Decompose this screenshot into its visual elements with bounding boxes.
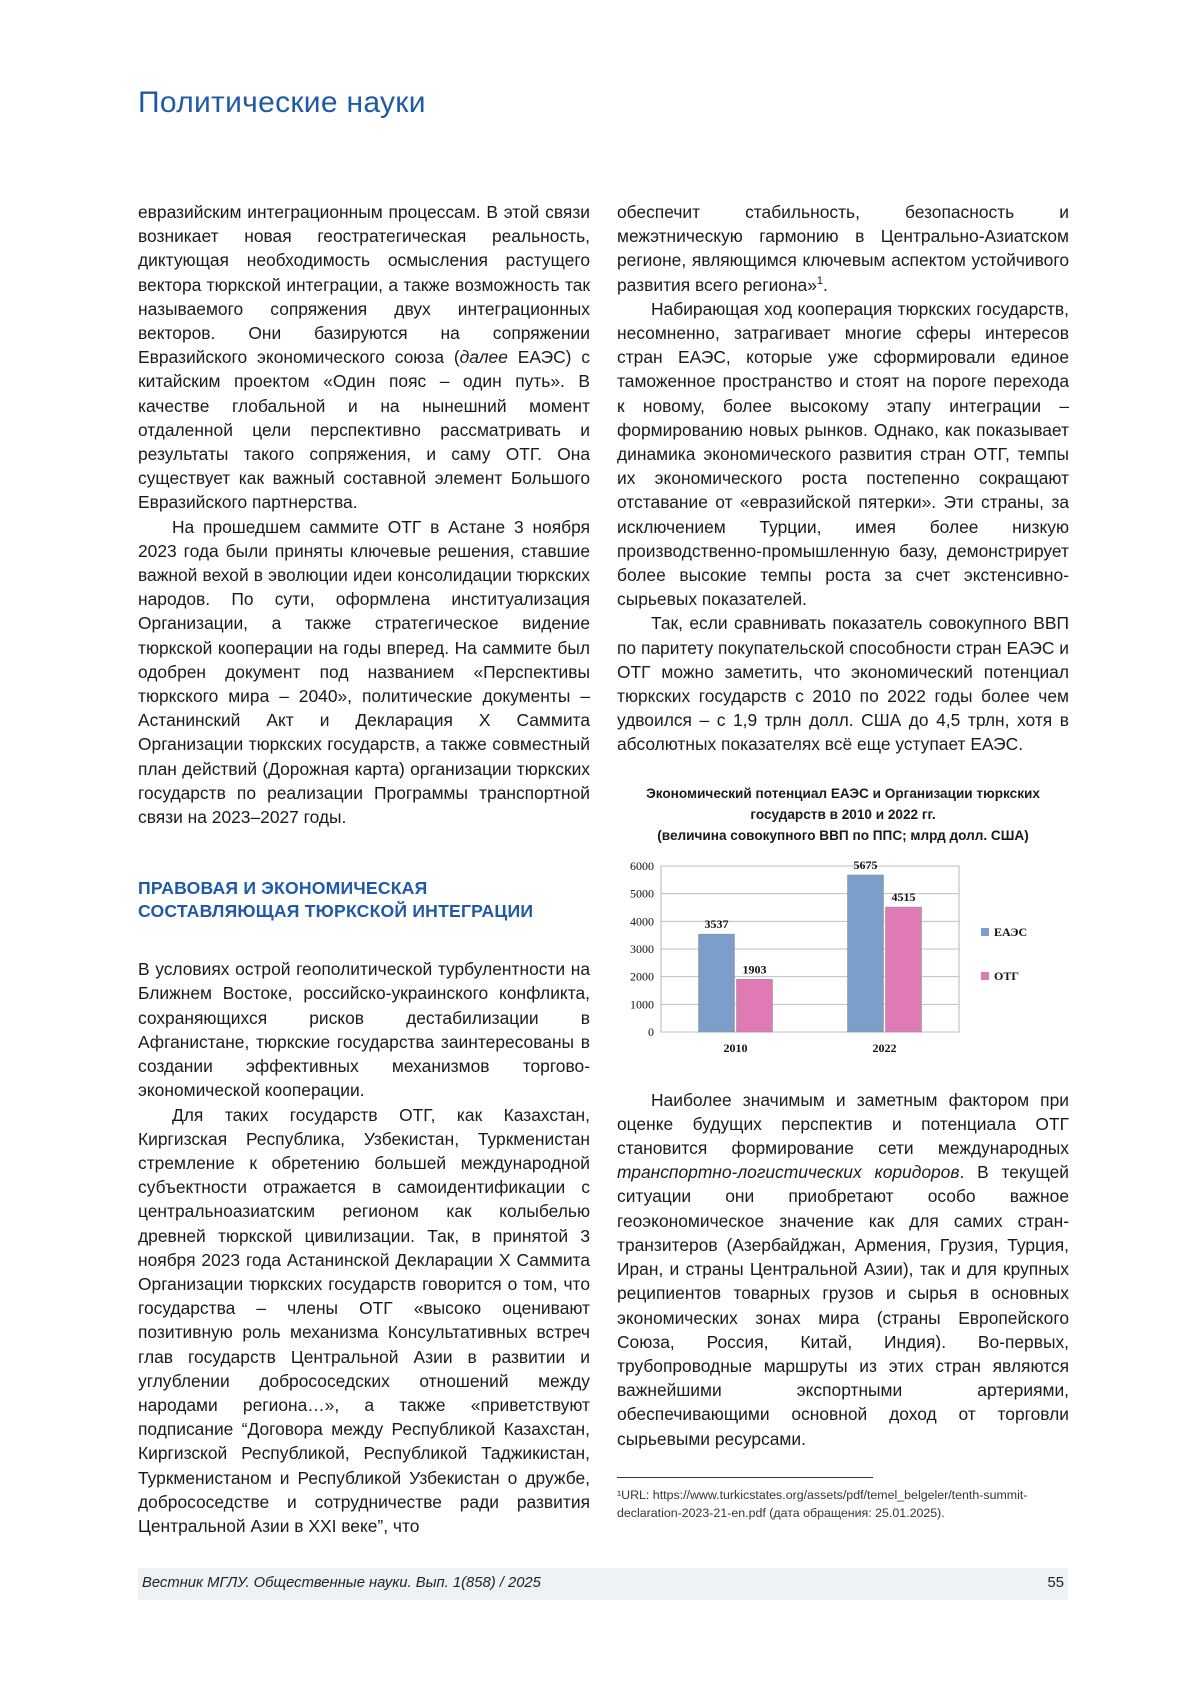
left-column <box>138 200 590 1538</box>
x-tick-label: 2022 <box>872 1040 897 1055</box>
section-title: Политические науки <box>138 86 426 119</box>
paragraph-text: Наиболее значимым и заметным фактором при оценке будущих перспектив и потенциала ОТГ становится формирование сети международных <box>617 1089 1069 1159</box>
legend-label: ОТГ <box>994 968 1019 983</box>
y-tick-label: 4000 <box>630 914 654 929</box>
paragraph-text: . <box>823 274 828 295</box>
emphasis-text: транспортно-логистических коридоров <box>617 1162 960 1183</box>
y-tick-label: 3000 <box>630 941 654 956</box>
chart-subtitle: (величина совокупного ВВП по ППС; млрд долл. США) <box>657 827 1029 843</box>
y-tick-label: 2000 <box>630 969 654 984</box>
bar-chart <box>617 854 1069 1064</box>
data-label: 3537 <box>704 916 729 931</box>
page-number: 55 <box>1047 1575 1064 1591</box>
paragraph-text: ЕАЭС) с китайским проектом «Один пояс – один путь». В качестве глобальной и на нынешний момент отдаленной цели перспективно рассматривать и результаты такого сопряжения, и саму ОТГ. Она существует как важный составной элемент Большого Евразийского партнерства. <box>138 347 590 513</box>
paragraph <box>617 1088 1069 1451</box>
paragraph-text: евразийским интеграционным процессам. В этой связи возникает новая геостратегическая реальность, диктующая необходимость осмысления растущего вектора тюркской интеграции, а также возможность так называемого сопряжения двух интеграционных векторов. Они базируются на сопряжении Евразийского экономического союза ( <box>138 202 590 368</box>
bar <box>737 979 773 1032</box>
footnote: ¹URL: https://www.turkicstates.org/assets/pdf/temel_belgeler/tenth-summit-declaration-2023-21-en.pdf (дата обращения: 25.01.2025). <box>617 1487 1028 1520</box>
paragraph: Так, если сравнивать показатель совокупного ВВП по паритету покупательской способности стран ЕАЭС и ОТГ можно заметить, что экономический потенциал тюркских государств с 2010 по 2022 годы более чем удвоился – с 1,9 трлн долл. США до 4,5 трлн, хотя в абсолютных показателях всё еще уступает ЕАЭС. <box>617 613 1069 755</box>
bar <box>886 907 922 1032</box>
footnote-marker[interactable]: 1 <box>816 274 824 287</box>
chart-title <box>617 783 1069 846</box>
y-tick-label: 5000 <box>630 886 654 901</box>
paragraph <box>617 200 1069 297</box>
chart-title-line: государств в 2010 и 2022 гг. <box>750 806 936 822</box>
data-label: 5675 <box>853 857 878 872</box>
legend-swatch <box>981 928 989 936</box>
paragraph <box>138 200 590 515</box>
chart-title-line: Экономический потенциал ЕАЭС и Организации тюркских <box>646 785 1040 801</box>
y-tick-label: 0 <box>648 1024 654 1039</box>
bar <box>699 934 735 1032</box>
paragraph-text: . В текущей ситуации они приобретают особо важное геоэкономическое значение как для самих стран-транзитеров (Азербайджан, Армения, Грузия, Турция, Иран, и страны Центральной Азии), так и для крупных реципиентов товарных грузов и сырья в основных экономических зонах мира (страны Европейского Союза, Россия, Китай, Индия). Во-первых, трубопроводные маршруты из этих стран являются важнейшими экспортными артериями, обеспечивающими основной доход от торговли сырьевыми ресурсами. <box>617 1162 1069 1449</box>
right-column <box>617 200 1069 1522</box>
page-footer <box>138 1568 1068 1600</box>
y-tick-label: 1000 <box>630 997 654 1012</box>
paragraph: Набирающая ход кооперация тюркских государств, несомненно, затрагивает многие сферы интересов стран ЕАЭС, которые уже сформировали единое таможенное пространство и стоят на пороге перехода к новому, более высокому этапу интеграции – формированию новых рынков. Однако, как показывает динамика экономического развития стран ОТГ, темпы их экономического роста постепенно сокращают отставание от «евразийской пятерки». Эти страны, за исключением Турции, имея более низкую производственно-промышленную базу, демонстрирует более высокие темпы роста за счет экстенсивно-сырьевых показателей. <box>617 298 1069 610</box>
bar <box>848 875 884 1032</box>
chart-figure <box>617 783 1069 1064</box>
paragraph: На прошедшем саммите ОТГ в Астане 3 ноября 2023 года были приняты ключевые решения, ставшие важной вехой в эволюции идеи консолидации тюркских народов. По сути, оформлена институализация Организации, а также стратегическое видение тюркской кооперации на годы вперед. На саммите был одобрен документ под названием «Перспективы тюркского мира – 2040», политические документы – Астанинский Акт и Декларация X Саммита Организации тюркских государств, а также совместный план действий (Дорожная карта) организации тюркских государств по реализации Программы транспортной связи на 2023–2027 годы. <box>138 516 590 828</box>
data-label: 4515 <box>891 889 916 904</box>
legend-swatch <box>981 972 989 980</box>
y-tick-label: 6000 <box>630 858 654 873</box>
paragraph: В условиях острой геополитической турбулентности на Ближнем Востоке, российско-украинского конфликта, сохраняющихся рисков дестабилизации в Афганистане, тюркские государства заинтересованы в создании эффективных механизмов торгово-экономической кооперации. <box>138 959 590 1101</box>
data-label: 1903 <box>742 962 767 977</box>
paragraph-text: обеспечит стабильность, безопасность и межэтническую гармонию в Центрально-Азиатском регионе, являющимся ключевым аспектом устойчивого развития всего региона» <box>617 202 1069 295</box>
x-tick-label: 2010 <box>723 1040 748 1055</box>
footnote-divider <box>617 1477 873 1478</box>
emphasis-text: далее <box>459 347 508 368</box>
heading-line: ПРАВОВАЯ И ЭКОНОМИЧЕСКАЯ <box>138 878 428 899</box>
heading-line: СОСТАВЛЯЮЩАЯ ТЮРКСКОЙ ИНТЕГРАЦИИ <box>138 901 534 922</box>
paragraph: Для таких государств ОТГ, как Казахстан, Киргизская Республика, Узбекистан, Туркменистан стремление к обретению большей международной субъектности отражается в самоидентификации с центральноазиатским регионом как колыбелью древней тюркской цивилизации. Так, в принятой 3 ноября 2023 года Астанинской Декларации X Саммита Организации тюркских государств говорится о том, что государства – члены ОТГ «высоко оценивают позитивную роль механизма Консультативных встреч глав государств Центральной Азии в развитии и углублении добрососедских отношений между народами региона…», а также «приветствуют подписание “Договора между Республикой Казахстан, Киргизской Республикой, Республикой Таджикистан, Туркменистаном и Республикой Узбекистан о дружбе, добрососедстве и сотрудничестве ради развития Центральной Азии в XXI веке”, что <box>138 1104 590 1536</box>
section-heading <box>138 877 590 923</box>
journal-title: Вестник МГЛУ. Общественные науки. Вып. 1(858) / 2025 <box>142 1575 541 1591</box>
legend-label: ЕАЭС <box>994 924 1028 939</box>
